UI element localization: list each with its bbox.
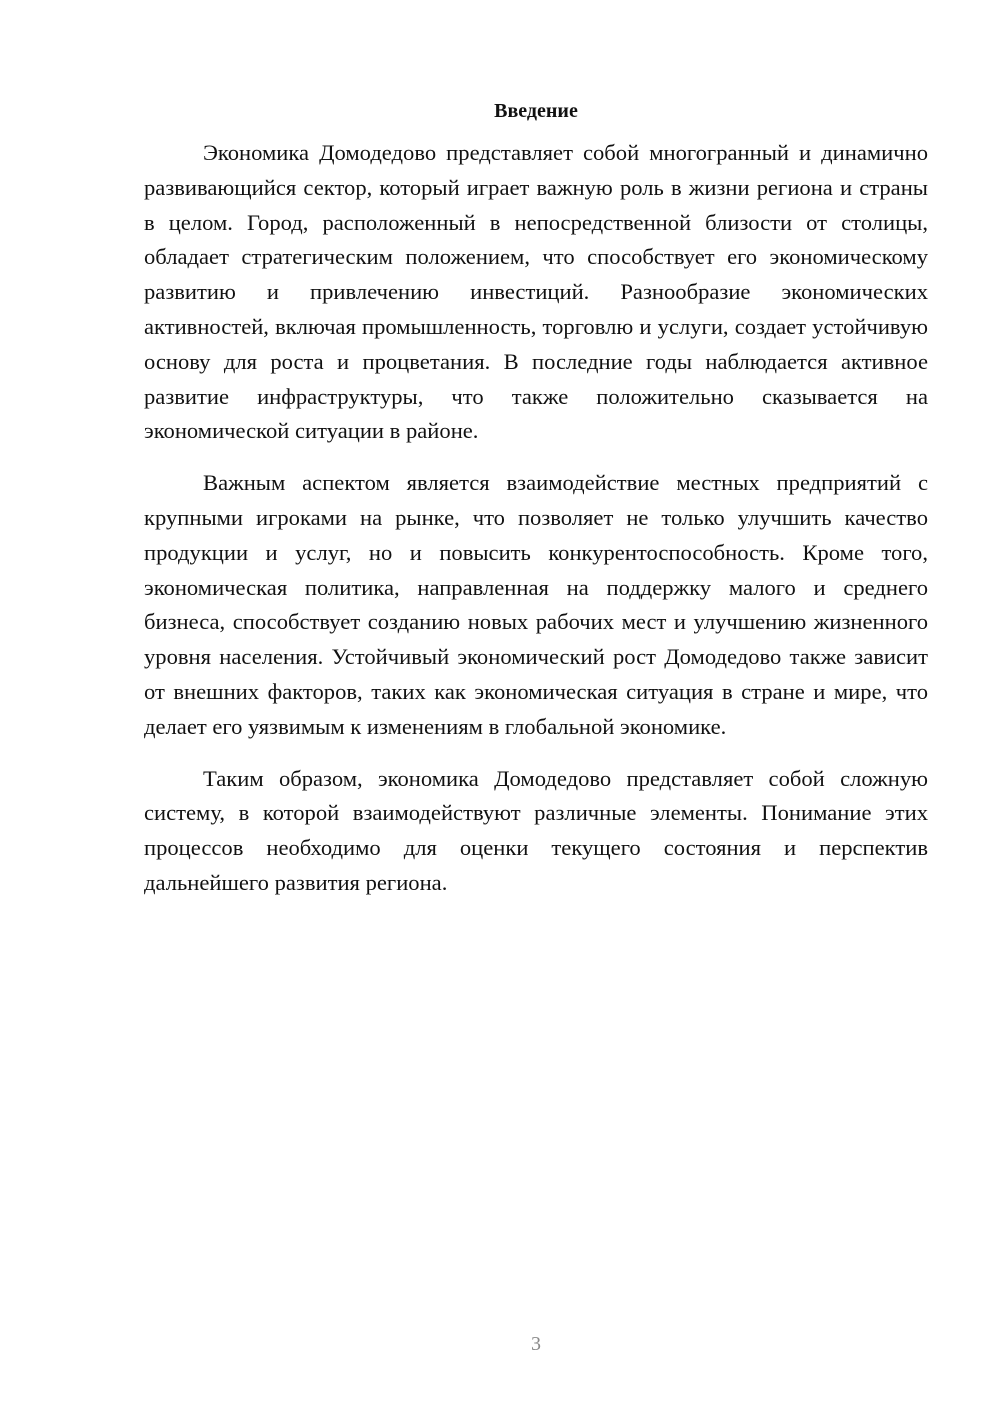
page-number: 3 <box>531 1333 541 1355</box>
section-heading: Введение <box>494 100 578 122</box>
paragraph-1: Экономика Домодедово представляет собой многогранный и динамично развивающийся сектор, который играет важную роль в жизни региона и страны в целом. Город, расположенный в непосредственной близости от столицы, обладает стратегическим положением, что способствует его экономическому развитию и привлечению инвестиций. Разнообразие экономических активностей, включая промышленность, торговлю и услуги, создает устойчивую основу для роста и процветания. В последние годы наблюдается активное развитие инфраструктуры, что также положительно сказывается на экономической ситуации в районе. <box>144 140 928 444</box>
paragraph-3: Таким образом, экономика Домодедово представляет собой сложную систему, в которой взаимодействуют различные элементы. Понимание этих процессов необходимо для оценки текущего состояния и перспектив дальнейшего развития региона. <box>144 765 928 895</box>
paragraph-2: Важным аспектом является взаимодействие местных предприятий с крупными игроками на рынке, что позволяет не только улучшить качество продукции и услуг, но и повысить конкурентоспособность. Кроме того, экономическая политика, направленная на поддержку малого и среднего бизнеса, способствует созданию новых рабочих мест и улучшению жизненного уровня населения. Устойчивый экономический рост Домодедово также зависит от внешних факторов, таких как экономическая ситуация в стране и мире, что делает его уязвимым к изменениям в глобальной экономике. <box>144 470 928 739</box>
document-body <box>144 96 928 918</box>
